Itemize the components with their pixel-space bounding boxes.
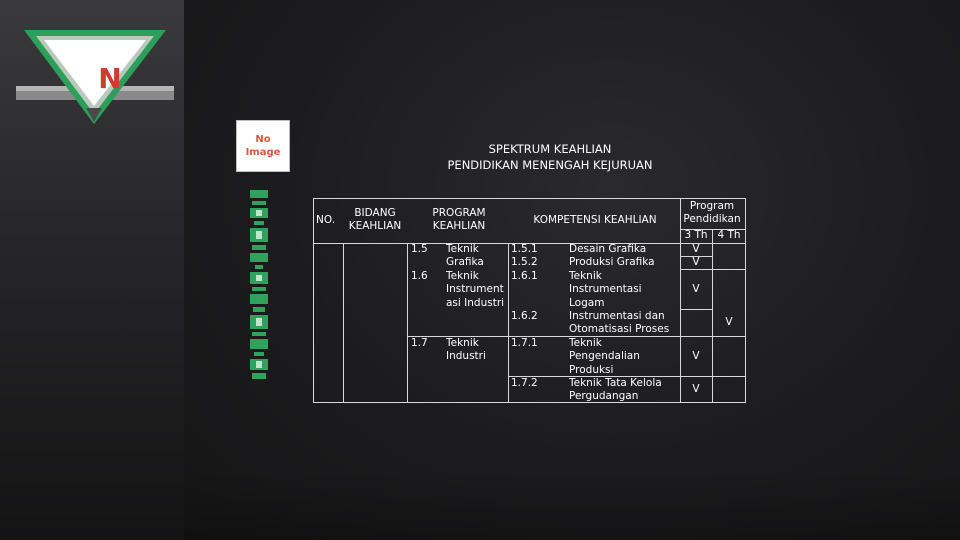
check-3th: V bbox=[692, 283, 700, 295]
placeholder-line1: No bbox=[255, 134, 271, 145]
program-name: Teknik Grafika bbox=[446, 243, 484, 269]
grid-line bbox=[343, 243, 344, 403]
competency-code: 1.6.2 bbox=[511, 310, 538, 322]
check-3th: V bbox=[692, 243, 700, 255]
program-code: 1.6 bbox=[411, 270, 428, 282]
footer-shadow bbox=[184, 470, 960, 540]
placeholder-line2: Image bbox=[245, 147, 281, 158]
competency-name: Desain Grafika bbox=[569, 243, 647, 255]
competency-code: 1.6.1 bbox=[511, 270, 538, 282]
vertical-stamp-icon bbox=[247, 190, 271, 380]
grid-line bbox=[508, 243, 509, 403]
grid-line bbox=[407, 243, 408, 403]
header-no: NO. bbox=[316, 214, 336, 226]
competency-code: 1.5.1 bbox=[511, 243, 538, 255]
check-3th: V bbox=[692, 350, 700, 362]
check-3th: V bbox=[692, 256, 700, 268]
check-3th: V bbox=[692, 383, 700, 395]
school-logo-icon bbox=[14, 26, 176, 126]
program-name: Teknik Industri bbox=[446, 337, 486, 363]
competency-code: 1.7.2 bbox=[511, 377, 538, 389]
competency-code: 1.7.1 bbox=[511, 337, 538, 349]
no-image-placeholder bbox=[236, 120, 290, 172]
competency-code: 1.5.2 bbox=[511, 256, 538, 268]
competency-name: Produksi Grafika bbox=[569, 256, 655, 268]
header-pendidikan: Program Pendidikan bbox=[683, 200, 741, 226]
competency-name: Teknik Pengendalian Produksi bbox=[569, 337, 640, 376]
sidebar-panel bbox=[0, 0, 184, 540]
check-4th: V bbox=[725, 316, 733, 328]
svg-text:N: N bbox=[98, 62, 122, 95]
header-3th: 3 Th bbox=[684, 229, 708, 241]
program-code: 1.7 bbox=[411, 337, 428, 349]
competency-name: Teknik Instrumentasi Logam bbox=[569, 270, 642, 309]
program-code: 1.5 bbox=[411, 243, 428, 255]
header-kompetensi: KOMPETENSI KEAHLIAN bbox=[533, 214, 657, 226]
title-line2: PENDIDIKAN MENENGAH KEJURUAN bbox=[447, 158, 653, 172]
header-4th: 4 Th bbox=[717, 229, 741, 241]
program-name: Teknik Instrument asi Industri bbox=[446, 270, 505, 309]
competency-name: Instrumentasi dan Otomatisasi Proses bbox=[569, 310, 670, 336]
competency-name: Teknik Tata Kelola Pergudangan bbox=[569, 377, 662, 403]
grid-line bbox=[680, 309, 713, 310]
title-line1: SPEKTRUM KEAHLIAN bbox=[488, 142, 612, 156]
page-title bbox=[380, 141, 720, 173]
header-bidang: BIDANG KEAHLIAN bbox=[348, 207, 402, 233]
header-program: PROGRAM KEAHLIAN bbox=[432, 207, 486, 233]
